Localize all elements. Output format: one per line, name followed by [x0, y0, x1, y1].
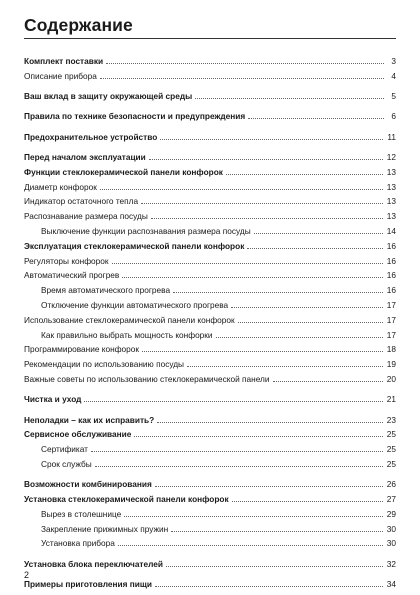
toc-entry-label: Отключение функции автоматического прогрева: [41, 299, 229, 310]
toc-entry-label: Регуляторы конфорок: [24, 255, 109, 266]
toc-entry[interactable]: [24, 129, 396, 144]
toc-subentry[interactable]: [24, 521, 396, 536]
page-title: Содержание: [24, 15, 133, 35]
dot-leader: [171, 521, 383, 532]
toc-entry[interactable]: [24, 426, 396, 441]
toc-entry-page: 6: [391, 111, 396, 122]
dot-leader: [195, 88, 384, 99]
toc-entry-page: 12: [386, 151, 396, 162]
toc-entry-page: 16: [386, 255, 396, 266]
dot-leader: [226, 164, 383, 175]
dot-leader: [160, 129, 383, 140]
dot-leader: [112, 253, 383, 264]
toc-entry-label: Сертификат: [41, 444, 88, 455]
toc-entry-label: Правила по технике безопасности и предупреждения: [24, 111, 246, 122]
dot-leader: [238, 312, 383, 323]
toc-entry-label: Неполадки – как их исправить?: [24, 414, 155, 425]
toc-entry-page: 11: [387, 131, 396, 142]
toc-entry-page: 16: [386, 285, 396, 296]
toc-entry-page: 34: [386, 579, 396, 589]
toc-subentry[interactable]: [24, 282, 396, 297]
toc-entry-label: Диаметр конфорок: [24, 181, 97, 192]
title-underline: [24, 38, 396, 39]
toc-entry-label: Важные советы по использованию стеклокерамической панели: [24, 373, 270, 384]
dot-leader: [106, 53, 384, 64]
toc-entry[interactable]: [24, 312, 396, 327]
toc-entry-page: 13: [386, 196, 396, 207]
dot-leader: [95, 456, 383, 467]
toc-entry-page: 29: [386, 508, 396, 519]
toc-entry[interactable]: [24, 179, 396, 194]
toc-subentry[interactable]: [24, 327, 396, 342]
toc-entry[interactable]: [24, 491, 396, 506]
dot-leader: [141, 193, 383, 204]
toc-entry-page: 20: [386, 373, 396, 384]
dot-leader: [118, 535, 383, 546]
toc-entry-label: Примеры приготовления пищи: [24, 579, 152, 589]
dot-leader: [134, 426, 382, 437]
toc-entry-label: Закрепление прижимных пружин: [41, 523, 169, 534]
toc-entry-label: Эксплуатация стеклокерамической панели конфорок: [24, 240, 245, 251]
dot-leader: [247, 238, 382, 249]
toc-entry-page: 26: [386, 479, 396, 490]
toc-entry-label: Выключение функции распознавания размера посуды: [41, 225, 251, 236]
dot-leader: [231, 297, 383, 308]
toc-entry[interactable]: [24, 341, 396, 356]
toc-entry-label: Сервисное обслуживание: [24, 429, 132, 440]
toc-entry-label: Установка блока переключателей: [24, 558, 163, 569]
dot-leader: [173, 282, 383, 293]
dot-leader: [166, 556, 383, 567]
toc-entry-label: Установка стеклокерамической панели конфорок: [24, 494, 229, 505]
toc-entry-page: 13: [386, 211, 396, 222]
toc-entry-label: Рекомендации по использованию посуды: [24, 359, 185, 370]
toc-entry[interactable]: [24, 412, 396, 427]
toc-entry-page: 3: [391, 56, 396, 66]
toc-subentry[interactable]: [24, 223, 396, 238]
dot-leader: [149, 149, 383, 160]
dot-leader: [254, 223, 383, 234]
toc-entry-page: 17: [386, 314, 396, 325]
toc-entry-label: Индикатор остаточного тепла: [24, 196, 139, 207]
toc-entry-label: Установка прибора: [41, 538, 115, 549]
toc-entry[interactable]: [24, 476, 396, 491]
toc-entry-label: Время автоматического прогрева: [41, 285, 171, 296]
toc-subentry[interactable]: [24, 441, 396, 456]
dot-leader: [122, 267, 382, 278]
toc-entry-page: 25: [386, 458, 396, 469]
toc-entry-page: 16: [386, 240, 396, 251]
toc-entry-page: 21: [386, 394, 396, 405]
toc-entry-page: 16: [386, 270, 396, 281]
toc-entry-label: Описание прибора: [24, 70, 97, 81]
toc-entry[interactable]: [24, 556, 396, 571]
toc-entry[interactable]: [24, 208, 396, 223]
toc-subentry[interactable]: [24, 506, 396, 521]
toc-entry-page: 25: [386, 444, 396, 455]
toc-entry[interactable]: [24, 356, 396, 371]
toc-entry[interactable]: [24, 576, 396, 591]
toc-entry-page: 17: [386, 329, 396, 340]
toc-entry-label: Срок службы: [41, 458, 92, 469]
dot-leader: [100, 68, 384, 79]
toc-entry-page: 27: [386, 494, 396, 505]
dot-leader: [155, 576, 383, 587]
toc-entry-page: 30: [386, 538, 396, 549]
toc-entry[interactable]: [24, 164, 396, 179]
dot-leader: [216, 327, 383, 338]
toc-entry-page: 32: [386, 558, 396, 569]
toc-entry-label: Ваш вклад в защиту окружающей среды: [24, 91, 193, 102]
toc-entry-label: Комплект поставки: [24, 56, 104, 66]
toc-entry[interactable]: [24, 149, 396, 164]
toc-entry[interactable]: [24, 238, 396, 253]
dot-leader: [273, 371, 383, 382]
dot-leader: [187, 356, 383, 367]
toc-entry-label: Вырез в столешнице: [41, 508, 122, 519]
toc-entry-page: 17: [386, 299, 396, 310]
toc-entry-label: Автоматический прогрев: [24, 270, 120, 281]
dot-leader: [157, 412, 383, 423]
toc-subentry[interactable]: [24, 297, 396, 312]
toc-entry[interactable]: [24, 68, 396, 83]
toc-entry[interactable]: [24, 193, 396, 208]
toc-entry-page: 13: [386, 181, 396, 192]
toc-entry-page: 5: [391, 91, 396, 102]
dot-leader: [151, 208, 383, 219]
page-number: 2: [24, 570, 30, 580]
toc-entry-page: 14: [386, 225, 396, 236]
toc-entry-page: 25: [386, 429, 396, 440]
toc-entry-page: 4: [391, 70, 396, 81]
toc-entry-label: Программирование конфорок: [24, 344, 140, 355]
toc-entry-page: 18: [386, 344, 396, 355]
dot-leader: [248, 108, 384, 119]
toc-entry-label: Функции стеклокерамической панели конфорок: [24, 166, 223, 177]
dot-leader: [100, 179, 383, 190]
toc-entry-label: Как правильно выбрать мощность конфорки: [41, 329, 213, 340]
dot-leader: [91, 441, 383, 452]
dot-leader: [155, 476, 383, 487]
dot-leader: [124, 506, 383, 517]
toc-entry-page: 19: [386, 359, 396, 370]
toc-subentry[interactable]: [24, 535, 396, 550]
dot-leader: [232, 491, 383, 502]
toc-entry-page: 23: [386, 414, 396, 425]
toc-entry[interactable]: [24, 267, 396, 282]
dot-leader: [84, 391, 382, 402]
toc-subentry[interactable]: [24, 456, 396, 471]
dot-leader: [142, 341, 383, 352]
toc-entry-label: Распознавание размера посуды: [24, 211, 148, 222]
toc-entry-label: Чистка и уход: [24, 394, 82, 405]
toc-entry-page: 30: [386, 523, 396, 534]
toc-entry-label: Использование стеклокерамической панели конфорок: [24, 314, 235, 325]
toc-entry[interactable]: [24, 108, 396, 123]
toc-entry[interactable]: [24, 371, 396, 386]
toc-entry-label: Возможности комбинирования: [24, 479, 152, 490]
toc-entry[interactable]: [24, 53, 396, 68]
table-of-contents: [24, 53, 396, 591]
toc-entry-label: Предохранительное устройство: [24, 131, 158, 142]
toc-entry[interactable]: [24, 391, 396, 406]
toc-entry[interactable]: [24, 253, 396, 268]
toc-entry[interactable]: [24, 88, 396, 103]
toc-entry-label: Перед началом эксплуатации: [24, 151, 146, 162]
toc-entry-page: 13: [386, 166, 396, 177]
